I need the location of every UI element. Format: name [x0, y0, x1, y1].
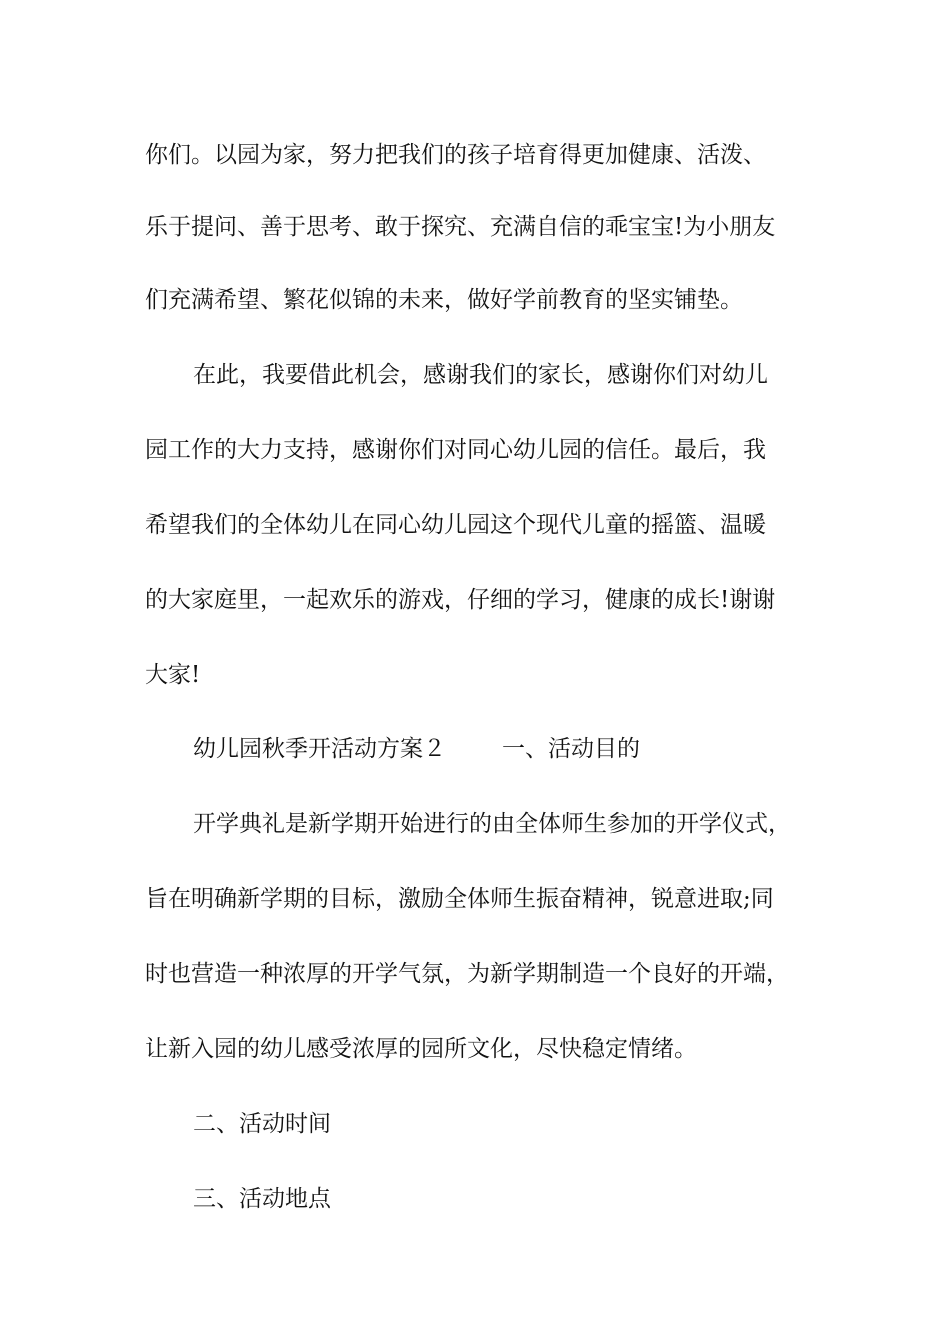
- section-heading: 三、活动地点: [193, 1186, 331, 1212]
- paragraph-line: 大家!: [145, 662, 201, 688]
- section-heading: 一、活动目的: [502, 736, 640, 762]
- paragraph-line: 园工作的大力支持，感谢你们对同心幼儿园的信任。最后，我: [145, 437, 766, 463]
- paragraph-line: 希望我们的全体幼儿在同心幼儿园这个现代儿童的摇篮、温暖: [145, 512, 766, 538]
- document-title: 幼儿园秋季开活动方案２: [193, 736, 446, 762]
- paragraph-line: 在此，我要借此机会，感谢我们的家长，感谢你们对幼儿: [193, 362, 768, 388]
- section-heading: 二、活动时间: [193, 1111, 331, 1137]
- paragraph-line: 开学典礼是新学期开始进行的由全体师生参加的开学仪式，: [193, 811, 791, 837]
- paragraph-line: 你们。以园为家，努力把我们的孩子培育得更加健康、活泼、: [145, 142, 766, 168]
- paragraph-line: 让新入园的幼儿感受浓厚的园所文化，尽快稳定情绪。: [145, 1036, 697, 1062]
- paragraph-line: 的大家庭里，一起欢乐的游戏，仔细的学习，健康的成长!谢谢: [145, 587, 776, 613]
- section-heading-line: [193, 729, 893, 769]
- paragraph-line: 们充满希望、繁花似锦的未来，做好学前教育的坚实铺垫。: [145, 287, 743, 313]
- paragraph-line: 时也营造一种浓厚的开学气氛，为新学期制造一个良好的开端，: [145, 961, 789, 987]
- paragraph-line: 乐于提问、善于思考、敢于探究、充满自信的乖宝宝!为小朋友: [145, 214, 776, 240]
- paragraph-line: 旨在明确新学期的目标，激励全体师生振奋精神，锐意进取;同: [145, 886, 774, 912]
